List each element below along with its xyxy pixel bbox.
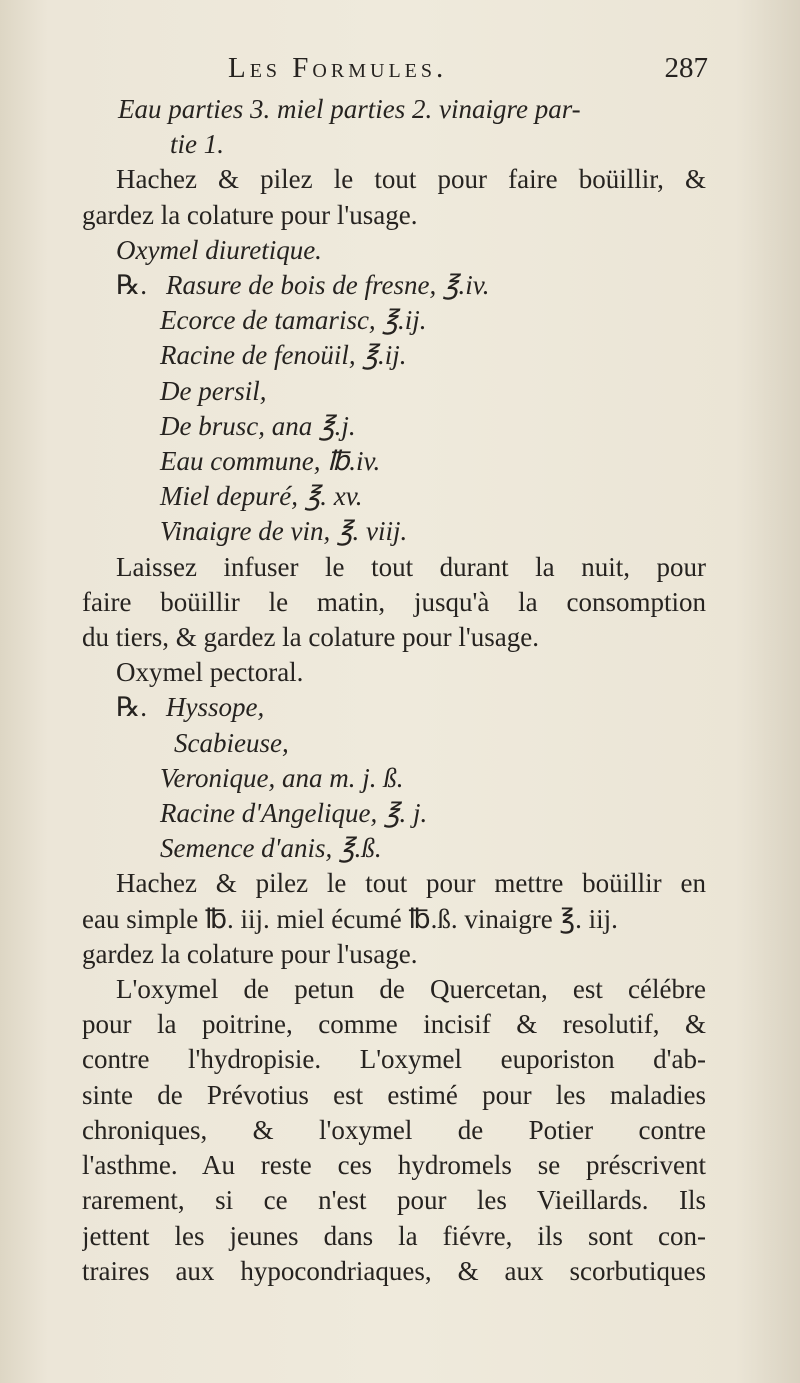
running-title: Les Formules. [228, 52, 448, 84]
text-line: rarement, si ce n'est pour les Vieillards. Ils [82, 1185, 706, 1216]
recipe-symbol: ℞. [116, 692, 147, 723]
text-line: eau simple ℔. iij. miel écumé ℔.ß. vinaigre ℥. iij. [82, 903, 618, 934]
text-line: Hachez & pilez le tout pour faire boüillir, & [116, 164, 706, 195]
ingredient: Semence d'anis, ℥.ß. [160, 833, 382, 864]
page-text [82, 92, 706, 1289]
ingredient: Rasure de bois de fresne, ℥.iv. [166, 270, 490, 301]
text-line: Eau parties 3. miel parties 2. vinaigre par- [118, 94, 581, 124]
ingredient: Racine de fenoüil, ℥.ij. [160, 340, 407, 371]
ingredient: Racine d'Angelique, ℥. j. [160, 798, 428, 829]
page-header [228, 52, 708, 92]
text-line: jettent les jeunes dans la fiévre, ils sont con- [82, 1220, 706, 1251]
text-line: contre l'hydropisie. L'oxymel euporiston d'ab- [82, 1044, 706, 1075]
text-line: faire boüillir le matin, jusqu'à la consomption [82, 586, 706, 617]
ingredient: Eau commune, ℔.iv. [160, 446, 381, 477]
recipe-line [82, 268, 706, 303]
text-line: Laissez infuser le tout durant la nuit, pour [116, 551, 706, 582]
text-line: gardez la colature pour l'usage. [82, 199, 418, 230]
ingredient: Hyssope, [166, 692, 265, 723]
page-number: 287 [664, 52, 708, 84]
ingredient: Scabieuse, [174, 727, 289, 758]
text-line: gardez la colature pour l'usage. [82, 938, 418, 969]
ingredient: Ecorce de tamarisc, ℥.ij. [160, 305, 427, 336]
text-line: L'oxymel de petun de Quercetan, est célébre [116, 974, 706, 1005]
ingredient: De brusc, ana ℥.j. [160, 410, 356, 441]
text-line: sinte de Prévotius est estimé pour les maladies [82, 1079, 706, 1110]
text-line: tie 1. [170, 129, 224, 160]
ingredient: Vinaigre de vin, ℥. viij. [160, 516, 408, 547]
section-heading: Oxymel diuretique. [116, 234, 322, 265]
ingredient: De persil, [160, 375, 267, 406]
ingredient: Veronique, ana m. j. ß. [160, 762, 404, 793]
recipe-symbol: ℞. [116, 270, 147, 301]
recipe-line [82, 690, 706, 725]
text-line: pour la poitrine, comme incisif & resolutif, & [82, 1009, 706, 1040]
text-line: Hachez & pilez le tout pour mettre boüillir en [116, 868, 706, 899]
text-line: l'asthme. Au reste ces hydromels se préscrivent [82, 1150, 706, 1181]
ingredient: Miel depuré, ℥. xv. [160, 481, 363, 512]
text-line: du tiers, & gardez la colature pour l'usage. [82, 622, 539, 653]
section-heading: Oxymel pectoral. [116, 657, 304, 688]
text-line: traires aux hypocondriaques, & aux scorbutiques [82, 1255, 706, 1286]
text-line: chroniques, & l'oxymel de Potier contre [82, 1114, 706, 1145]
